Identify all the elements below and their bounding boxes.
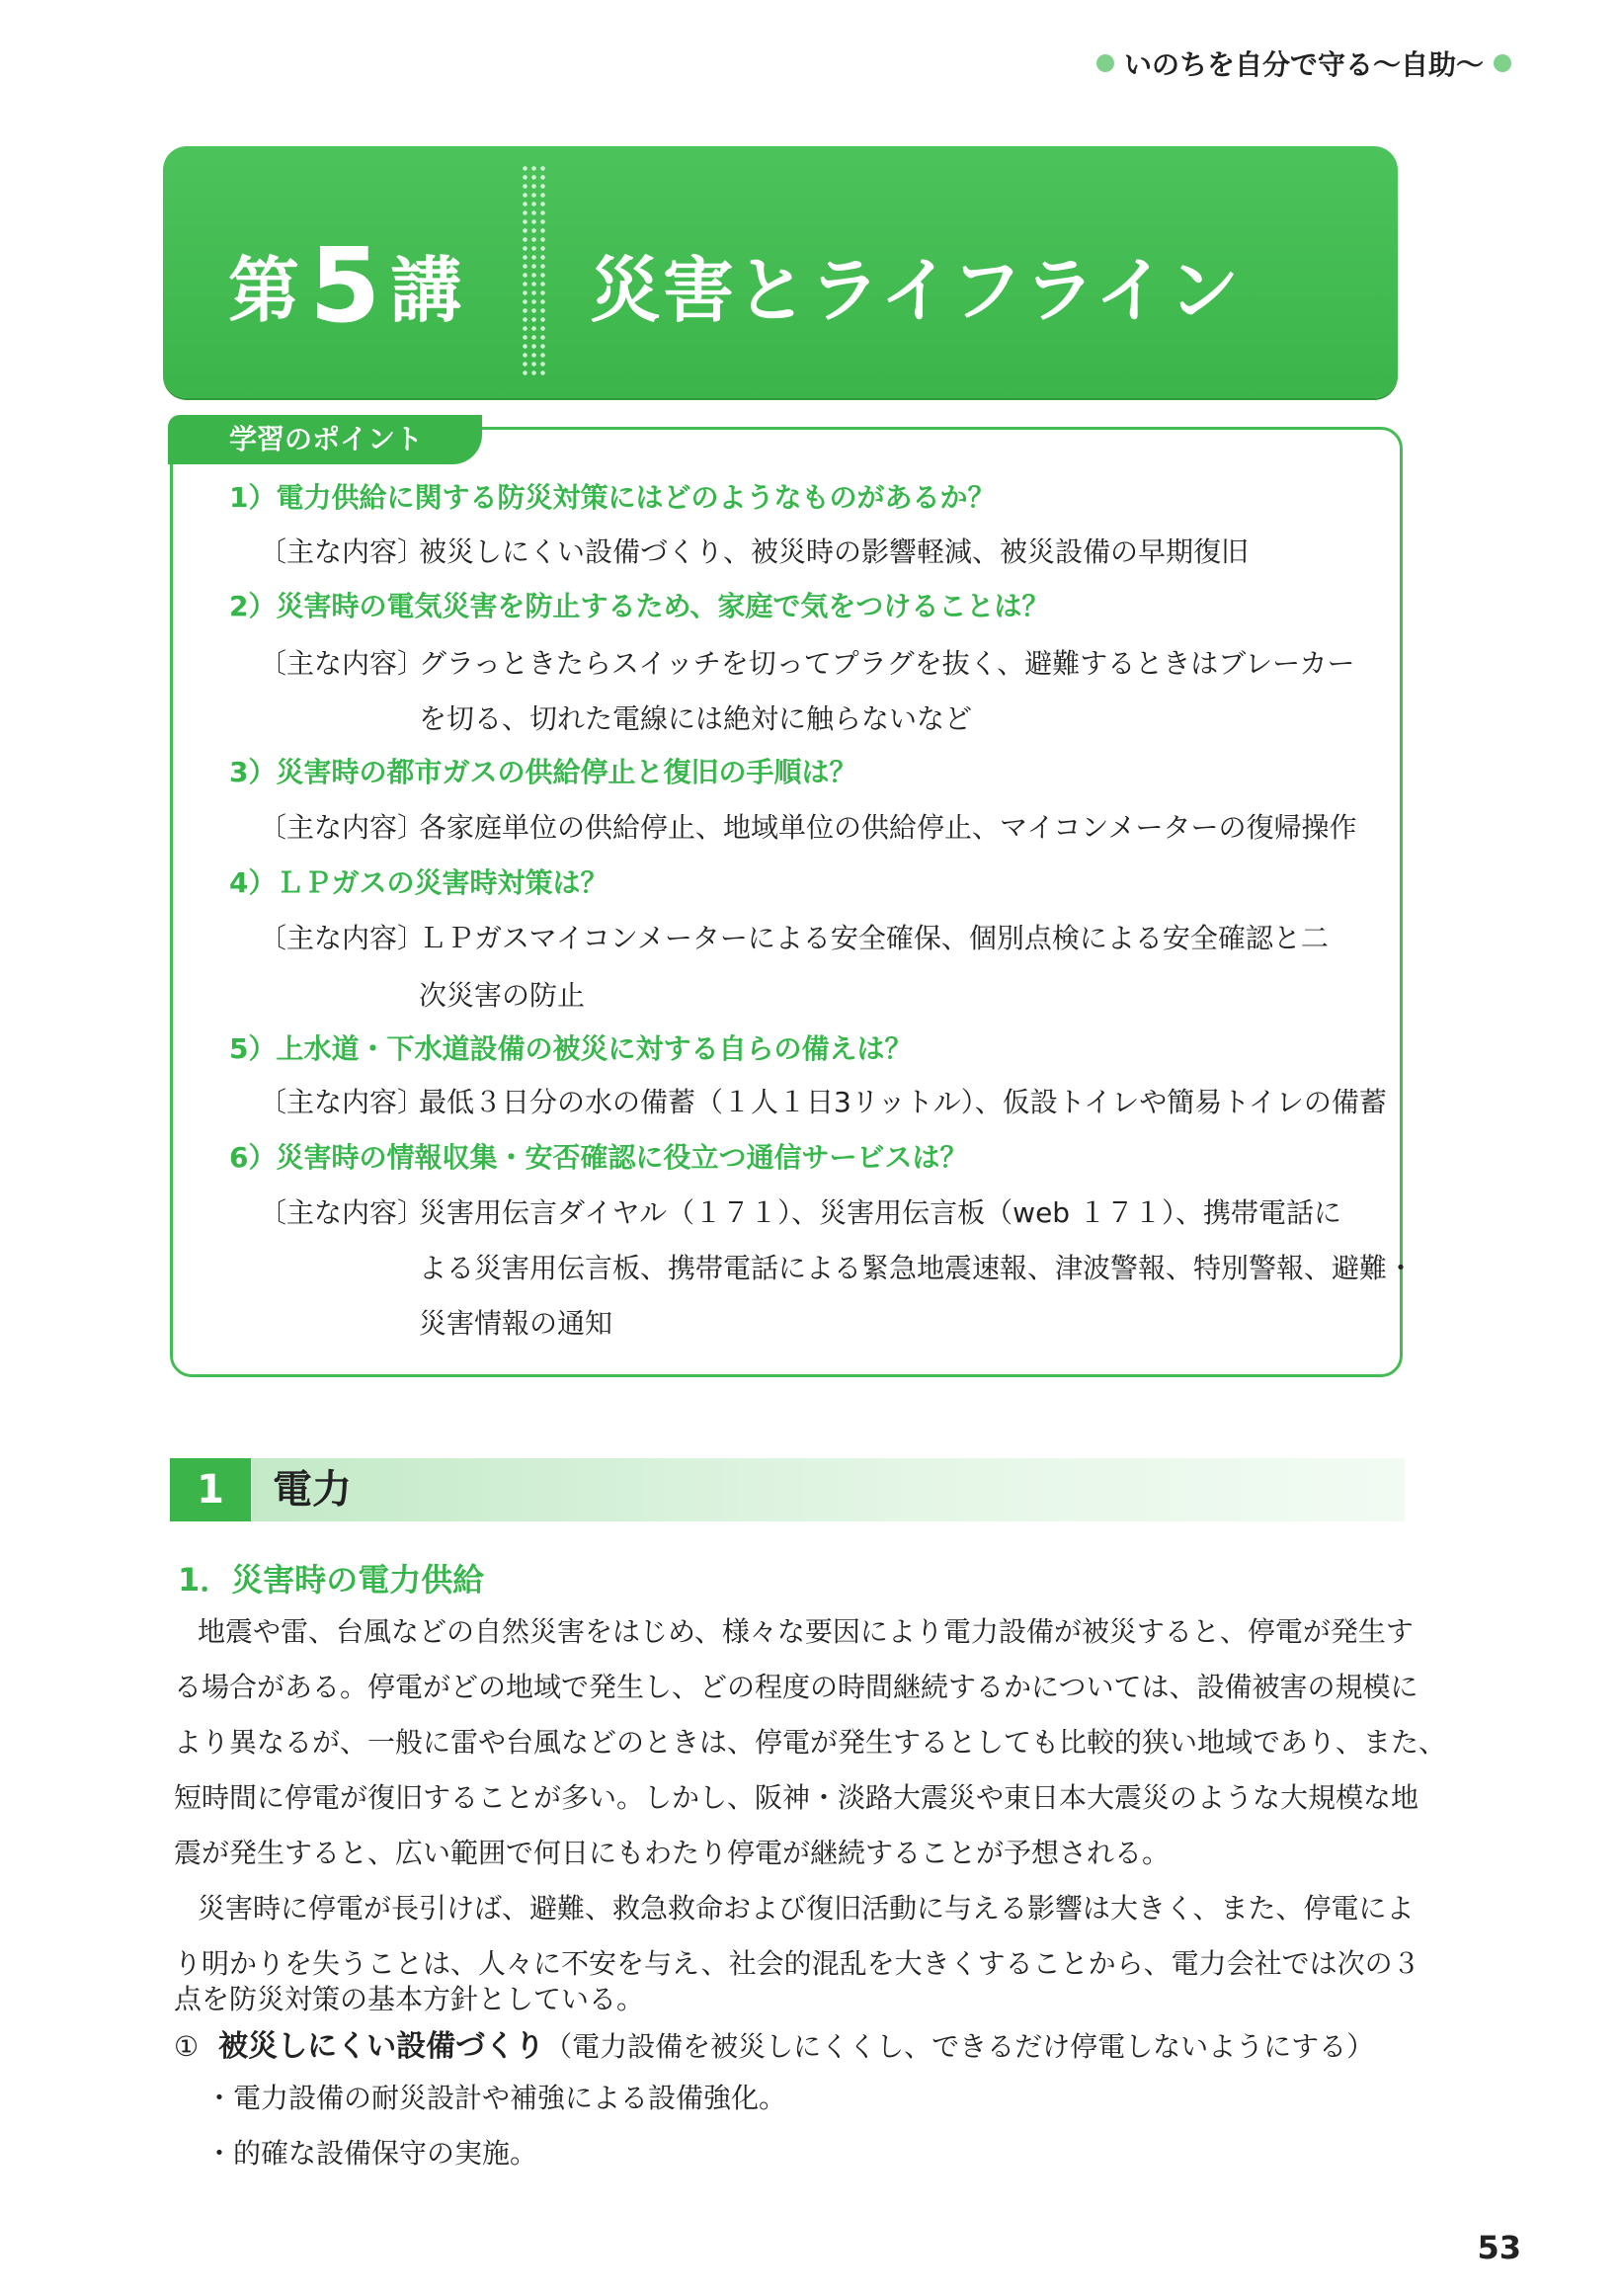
point-question: 6）災害時の情報収集・安否確認に役立つ通信サービスは？ [229,1141,968,1174]
bullet-dot-icon [1096,54,1114,72]
answer-line: よる災害用伝言板、携帯電話による緊急地震速報、津波警報、特別警報、避難・ [419,1252,1416,1284]
section-title: 電力 [273,1467,352,1513]
point-question: 1）電力供給に関する防災対策にはどのようなものがあるか？ [229,481,996,514]
bullet-dot-icon [1494,54,1511,72]
body-text-line: 地震や雷、台風などの自然災害をはじめ、様々な要因により電力設備が被災すると、停電が発生す [198,1615,1414,1648]
body-text-line: 短時間に停電が復旧することが多い。しかし、阪神・淡路大震災や東日本大震災のような大規模な地 [174,1781,1419,1814]
bullet-item: ・電力設備の耐災設計や補強による設備強化。 [205,2082,787,2114]
chapter-number-label [228,225,463,346]
section-number: 1 [170,1458,251,1521]
answer-line: 被災しにくい設備づくり、被災時の影響軽減、被災設備の早期復旧 [419,535,1250,568]
chapter-banner [163,146,1398,398]
answer-label: 〔主な内容〕 [259,535,426,568]
answer-line: 災害用伝言ダイヤル（１７１）、災害用伝言板（web １７１）、携帯電話に [419,1196,1341,1229]
bullet-item: ・的確な設備保守の実施。 [205,2137,538,2170]
chapter-number: 5 [309,225,383,346]
answer-line: ＬＰガスマイコンメーターによる安全確保、個別点検による安全確認と二 [419,922,1329,954]
body-text-line: 災害時に停電が長引けば、避難、救急救命および復旧活動に与える影響は大きく、また、停電によ [198,1892,1415,1925]
point-question: 3）災害時の都市ガスの供給停止と復旧の手順は？ [229,756,857,788]
point-question: 2）災害時の電気災害を防止するため、家庭で気をつけることは？ [229,590,1050,622]
body-text-line: る場合がある。停電がどの地域で発生し、どの程度の時間継続するかについては、設備被害の規模に [174,1671,1418,1703]
learning-points-tab: 学習のポイント [168,415,482,464]
list-marker: ① [174,2030,200,2063]
policy-list-item [174,2021,1374,2065]
list-item-note: （電力設備を被災しにくくし、できるだけ停電しないようにする） [544,2030,1375,2063]
subsection-title: 1．災害時の電力供給 [178,1561,485,1599]
answer-label: 〔主な内容〕 [259,647,426,680]
answer-label: 〔主な内容〕 [259,922,426,954]
answer-line: 災害情報の通知 [419,1307,613,1340]
point-question: 5）上水道・下水道設備の被災に対する自らの備えは？ [229,1032,913,1065]
section-header [170,1458,1405,1521]
running-header-text: いのちを自分で守る〜自助〜 [1123,48,1484,81]
answer-line: 各家庭単位の供給停止、地域単位の供給停止、マイコンメーターの復帰操作 [419,811,1357,844]
answer-line: 次災害の防止 [419,979,586,1012]
page-number: 53 [1477,2229,1521,2266]
body-text-line: り明かりを失うことは、人々に不安を与え、社会的混乱を大きくすることから、電力会社では次の３ [174,1947,1420,1980]
answer-label: 〔主な内容〕 [259,811,426,844]
answer-label: 〔主な内容〕 [259,1196,426,1229]
chapter-prefix: 第 [228,249,302,332]
body-text-line: 点を防災対策の基本方針としている。 [174,1983,645,2015]
answer-line: 最低３日分の水の備蓄（１人１日3リットル）、仮設トイレや簡易トイレの備蓄 [419,1086,1387,1118]
dotted-separator [521,164,546,379]
chapter-suffix: 講 [390,249,464,332]
point-question: 4）ＬＰガスの災害時対策は？ [229,866,608,899]
running-header [1096,43,1511,83]
chapter-title: 災害とライフライン [590,249,1242,332]
answer-line: を切る、切れた電線には絶対に触らないなど [419,702,973,735]
body-text-line: より異なるが、一般に雷や台風などのときは、停電が発生するとしても比較的狭い地域であり、また、 [174,1726,1447,1759]
body-text-line: 震が発生すると、広い範囲で何日にもわたり停電が継続することが予想される。 [174,1837,1171,1869]
answer-label: 〔主な内容〕 [259,1086,426,1118]
answer-line: グラっときたらスイッチを切ってプラグを抜く、避難するときはブレーカー [419,647,1355,680]
list-item-heading: 被災しにくい設備づくり [218,2029,545,2064]
